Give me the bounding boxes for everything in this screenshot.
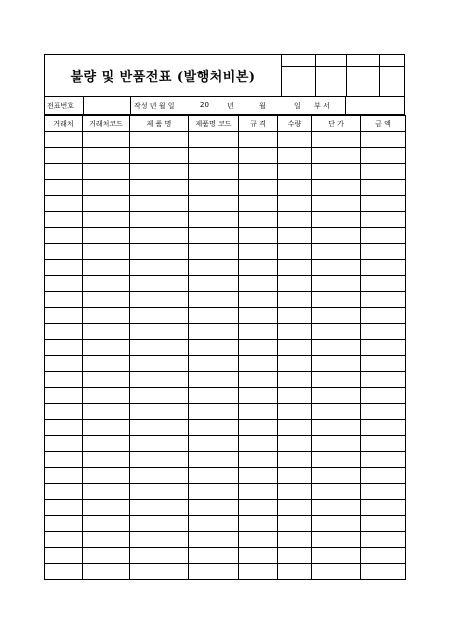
table-cell[interactable] — [189, 276, 239, 292]
table-cell[interactable] — [278, 500, 312, 516]
table-cell[interactable] — [239, 212, 278, 228]
table-cell[interactable] — [312, 212, 361, 228]
table-cell[interactable] — [361, 244, 406, 260]
table-row — [45, 148, 406, 164]
table-cell[interactable] — [361, 468, 406, 484]
col-header-spec: 규 격 — [239, 116, 278, 132]
table-cell[interactable] — [278, 436, 312, 452]
table-cell[interactable] — [278, 420, 312, 436]
table-cell[interactable] — [278, 324, 312, 340]
table-cell[interactable] — [361, 484, 406, 500]
table-cell[interactable] — [361, 228, 406, 244]
info-divider — [345, 97, 346, 114]
table-cell[interactable] — [278, 132, 312, 148]
table-cell[interactable] — [278, 484, 312, 500]
table-row — [45, 244, 406, 260]
table-cell[interactable] — [130, 388, 189, 404]
table-cell[interactable] — [189, 212, 239, 228]
table-cell[interactable] — [312, 132, 361, 148]
table-cell[interactable] — [189, 132, 239, 148]
table-cell[interactable] — [83, 228, 130, 244]
table-cell[interactable] — [361, 356, 406, 372]
table-cell[interactable] — [312, 356, 361, 372]
table-cell[interactable] — [312, 324, 361, 340]
table-cell[interactable] — [45, 340, 83, 356]
table-cell[interactable] — [189, 180, 239, 196]
table-cell[interactable] — [130, 164, 189, 180]
table-cell[interactable] — [83, 420, 130, 436]
table-cell[interactable] — [312, 436, 361, 452]
table-cell[interactable] — [45, 292, 83, 308]
table-cell[interactable] — [312, 244, 361, 260]
table-cell[interactable] — [312, 500, 361, 516]
table-cell[interactable] — [189, 340, 239, 356]
table-cell[interactable] — [239, 404, 278, 420]
table-cell[interactable] — [130, 276, 189, 292]
table-cell[interactable] — [312, 484, 361, 500]
table-cell[interactable] — [312, 532, 361, 548]
table-row — [45, 564, 406, 580]
table-cell[interactable] — [45, 436, 83, 452]
table-body — [45, 132, 406, 580]
table-cell[interactable] — [45, 468, 83, 484]
table-cell[interactable] — [130, 324, 189, 340]
table-cell[interactable] — [130, 148, 189, 164]
table-cell[interactable] — [239, 452, 278, 468]
table-cell[interactable] — [45, 212, 83, 228]
table-row — [45, 388, 406, 404]
info-divider — [83, 97, 84, 114]
day-label: 일 — [294, 102, 301, 110]
table-cell[interactable] — [130, 372, 189, 388]
table-cell[interactable] — [312, 292, 361, 308]
table-cell[interactable] — [239, 180, 278, 196]
table-cell[interactable] — [83, 308, 130, 324]
table-row — [45, 276, 406, 292]
table-row — [45, 372, 406, 388]
table-cell[interactable] — [189, 164, 239, 180]
table-cell[interactable] — [278, 468, 312, 484]
table-cell[interactable] — [239, 132, 278, 148]
table-cell[interactable] — [239, 532, 278, 548]
table-cell[interactable] — [130, 340, 189, 356]
approval-divider — [315, 55, 316, 96]
table-cell[interactable] — [189, 244, 239, 260]
table-cell[interactable] — [278, 212, 312, 228]
table-cell[interactable] — [189, 228, 239, 244]
table-cell[interactable] — [189, 548, 239, 564]
table-cell[interactable] — [45, 308, 83, 324]
table-cell[interactable] — [361, 532, 406, 548]
table-cell[interactable] — [278, 196, 312, 212]
voucher-no-label: 전표번호 — [47, 102, 75, 110]
table-cell[interactable] — [312, 148, 361, 164]
table-cell[interactable] — [83, 388, 130, 404]
table-cell[interactable] — [239, 260, 278, 276]
table-cell[interactable] — [45, 420, 83, 436]
approval-divider — [379, 55, 380, 96]
table-cell[interactable] — [361, 308, 406, 324]
table-cell[interactable] — [189, 356, 239, 372]
table-cell[interactable] — [83, 564, 130, 580]
table-cell[interactable] — [189, 468, 239, 484]
table-cell[interactable] — [361, 324, 406, 340]
table-cell[interactable] — [361, 516, 406, 532]
table-cell[interactable] — [239, 308, 278, 324]
table-cell[interactable] — [83, 516, 130, 532]
table-cell[interactable] — [83, 260, 130, 276]
table-cell[interactable] — [130, 548, 189, 564]
table-cell[interactable] — [239, 548, 278, 564]
table-cell[interactable] — [130, 564, 189, 580]
table-row — [45, 212, 406, 228]
table-cell[interactable] — [278, 532, 312, 548]
table-cell[interactable] — [361, 340, 406, 356]
table-cell[interactable] — [45, 148, 83, 164]
table-cell[interactable] — [312, 468, 361, 484]
table-cell[interactable] — [239, 244, 278, 260]
table-cell[interactable] — [130, 260, 189, 276]
table-cell[interactable] — [83, 132, 130, 148]
table-cell[interactable] — [361, 196, 406, 212]
table-row — [45, 308, 406, 324]
table-cell[interactable] — [361, 372, 406, 388]
table-cell[interactable] — [361, 404, 406, 420]
table-cell[interactable] — [278, 292, 312, 308]
table-cell[interactable] — [189, 292, 239, 308]
table-cell[interactable] — [361, 164, 406, 180]
table-cell[interactable] — [45, 548, 83, 564]
table-cell[interactable] — [312, 276, 361, 292]
table-cell[interactable] — [312, 564, 361, 580]
table-cell[interactable] — [83, 452, 130, 468]
col-header-amount: 금 액 — [361, 116, 406, 132]
table-cell[interactable] — [83, 356, 130, 372]
table-cell[interactable] — [45, 244, 83, 260]
table-cell[interactable] — [239, 372, 278, 388]
table-cell[interactable] — [130, 180, 189, 196]
table-cell[interactable] — [239, 276, 278, 292]
table-cell[interactable] — [239, 324, 278, 340]
table-row — [45, 340, 406, 356]
table-cell[interactable] — [239, 292, 278, 308]
approval-divider — [346, 55, 347, 96]
table-cell[interactable] — [45, 516, 83, 532]
table-cell[interactable] — [312, 420, 361, 436]
table-cell[interactable] — [189, 436, 239, 452]
approval-header-line — [282, 66, 405, 67]
table-cell[interactable] — [45, 164, 83, 180]
table-cell[interactable] — [45, 388, 83, 404]
table-cell[interactable] — [189, 308, 239, 324]
table-cell[interactable] — [312, 180, 361, 196]
table-cell[interactable] — [278, 340, 312, 356]
table-row — [45, 452, 406, 468]
col-header-customer-code: 거래처코드 — [83, 116, 130, 132]
table-cell[interactable] — [83, 180, 130, 196]
approval-box — [281, 55, 405, 96]
table-cell[interactable] — [361, 388, 406, 404]
table-cell[interactable] — [45, 564, 83, 580]
table-cell[interactable] — [239, 436, 278, 452]
table-row — [45, 532, 406, 548]
table-row — [45, 404, 406, 420]
table-cell[interactable] — [189, 260, 239, 276]
dept-label: 부 서 — [314, 102, 330, 110]
items-table — [44, 115, 406, 580]
table-cell[interactable] — [130, 212, 189, 228]
table-row — [45, 420, 406, 436]
table-cell[interactable] — [361, 276, 406, 292]
table-cell[interactable] — [239, 228, 278, 244]
col-header-quantity: 수량 — [278, 116, 312, 132]
table-cell[interactable] — [45, 452, 83, 468]
table-cell[interactable] — [312, 260, 361, 276]
table-cell[interactable] — [278, 516, 312, 532]
table-cell[interactable] — [45, 484, 83, 500]
table-cell[interactable] — [189, 324, 239, 340]
table-cell[interactable] — [278, 244, 312, 260]
table-cell[interactable] — [312, 548, 361, 564]
table-row — [45, 260, 406, 276]
table-cell[interactable] — [361, 260, 406, 276]
table-cell[interactable] — [83, 532, 130, 548]
table-cell[interactable] — [278, 372, 312, 388]
table-cell[interactable] — [312, 452, 361, 468]
table-cell[interactable] — [361, 132, 406, 148]
table-cell[interactable] — [239, 196, 278, 212]
table-cell[interactable] — [278, 308, 312, 324]
table-row — [45, 468, 406, 484]
table-cell[interactable] — [130, 292, 189, 308]
table-cell[interactable] — [83, 468, 130, 484]
table-cell[interactable] — [189, 516, 239, 532]
table-header-row — [45, 116, 406, 132]
table-cell[interactable] — [312, 516, 361, 532]
year-prefix: 20 — [200, 101, 209, 109]
table-cell[interactable] — [189, 404, 239, 420]
table-cell[interactable] — [130, 404, 189, 420]
table-cell[interactable] — [361, 180, 406, 196]
col-header-product-code: 제품명 코드 — [189, 116, 239, 132]
table-cell[interactable] — [130, 484, 189, 500]
table-cell[interactable] — [361, 292, 406, 308]
table-cell[interactable] — [189, 532, 239, 548]
table-cell[interactable] — [130, 196, 189, 212]
table-cell[interactable] — [278, 164, 312, 180]
table-cell[interactable] — [239, 356, 278, 372]
table-cell[interactable] — [83, 548, 130, 564]
table-row — [45, 228, 406, 244]
table-cell[interactable] — [45, 532, 83, 548]
table-cell[interactable] — [312, 228, 361, 244]
table-cell[interactable] — [83, 292, 130, 308]
table-cell[interactable] — [278, 388, 312, 404]
table-cell[interactable] — [239, 468, 278, 484]
table-row — [45, 196, 406, 212]
table-row — [45, 436, 406, 452]
col-header-product-name: 제 품 명 — [130, 116, 189, 132]
table-cell[interactable] — [130, 244, 189, 260]
table-cell[interactable] — [278, 148, 312, 164]
table-cell[interactable] — [83, 436, 130, 452]
table-row — [45, 500, 406, 516]
table-cell[interactable] — [361, 420, 406, 436]
table-cell[interactable] — [83, 372, 130, 388]
table-cell[interactable] — [130, 452, 189, 468]
table-cell[interactable] — [130, 228, 189, 244]
table-cell[interactable] — [83, 484, 130, 500]
table-cell[interactable] — [45, 356, 83, 372]
table-cell[interactable] — [239, 516, 278, 532]
table-cell[interactable] — [361, 500, 406, 516]
table-cell[interactable] — [189, 420, 239, 436]
table-cell[interactable] — [189, 388, 239, 404]
table-cell[interactable] — [312, 164, 361, 180]
table-cell[interactable] — [312, 404, 361, 420]
table-cell[interactable] — [361, 148, 406, 164]
table-cell[interactable] — [83, 196, 130, 212]
table-row — [45, 292, 406, 308]
table-cell[interactable] — [83, 404, 130, 420]
table-cell[interactable] — [312, 196, 361, 212]
table-cell[interactable] — [189, 148, 239, 164]
info-divider — [130, 97, 131, 114]
col-header-unit-price: 단 가 — [312, 116, 361, 132]
table-cell[interactable] — [130, 500, 189, 516]
table-cell[interactable] — [45, 196, 83, 212]
table-cell[interactable] — [130, 308, 189, 324]
table-cell[interactable] — [278, 180, 312, 196]
table-cell[interactable] — [45, 132, 83, 148]
table-cell[interactable] — [189, 372, 239, 388]
form-header — [44, 54, 405, 97]
table-row — [45, 484, 406, 500]
table-cell[interactable] — [361, 212, 406, 228]
table-cell[interactable] — [45, 404, 83, 420]
table-cell[interactable] — [130, 468, 189, 484]
table-cell[interactable] — [239, 484, 278, 500]
table-cell[interactable] — [130, 356, 189, 372]
table-cell[interactable] — [239, 340, 278, 356]
table-cell[interactable] — [361, 564, 406, 580]
table-row — [45, 324, 406, 340]
table-cell[interactable] — [361, 436, 406, 452]
table-cell[interactable] — [130, 420, 189, 436]
table-cell[interactable] — [312, 372, 361, 388]
col-header-customer: 거래처 — [45, 116, 83, 132]
year-label: 년 — [227, 102, 234, 110]
table-cell[interactable] — [239, 500, 278, 516]
table-cell[interactable] — [189, 196, 239, 212]
table-cell[interactable] — [83, 212, 130, 228]
table-cell[interactable] — [83, 164, 130, 180]
table-cell[interactable] — [361, 548, 406, 564]
table-cell[interactable] — [45, 372, 83, 388]
table-cell[interactable] — [239, 388, 278, 404]
table-cell[interactable] — [239, 164, 278, 180]
table-cell[interactable] — [83, 324, 130, 340]
table-row — [45, 164, 406, 180]
table-cell[interactable] — [189, 484, 239, 500]
table-cell[interactable] — [83, 276, 130, 292]
table-cell[interactable] — [278, 228, 312, 244]
table-cell[interactable] — [83, 340, 130, 356]
table-cell[interactable] — [278, 548, 312, 564]
table-cell[interactable] — [83, 500, 130, 516]
date-label: 작성 년 월 일 — [134, 102, 175, 110]
form-title: 불량 및 반품전표 (발행처비본) — [70, 70, 256, 85]
table-cell[interactable] — [83, 244, 130, 260]
table-cell[interactable] — [312, 308, 361, 324]
table-cell[interactable] — [130, 436, 189, 452]
table-cell[interactable] — [278, 404, 312, 420]
table-cell[interactable] — [45, 500, 83, 516]
table-cell[interactable] — [278, 564, 312, 580]
table-cell[interactable] — [45, 180, 83, 196]
table-cell[interactable] — [361, 452, 406, 468]
table-row — [45, 132, 406, 148]
table-cell[interactable] — [312, 340, 361, 356]
table-cell[interactable] — [239, 420, 278, 436]
table-cell[interactable] — [45, 324, 83, 340]
table-cell[interactable] — [278, 260, 312, 276]
table-cell[interactable] — [45, 228, 83, 244]
voucher-form — [44, 54, 405, 580]
table-row — [45, 356, 406, 372]
table-row — [45, 516, 406, 532]
table-cell[interactable] — [189, 564, 239, 580]
table-cell[interactable] — [278, 276, 312, 292]
table-cell[interactable] — [130, 516, 189, 532]
table-cell[interactable] — [45, 260, 83, 276]
table-cell[interactable] — [278, 452, 312, 468]
table-cell[interactable] — [130, 532, 189, 548]
table-row — [45, 548, 406, 564]
table-cell[interactable] — [312, 388, 361, 404]
month-label: 월 — [259, 102, 266, 110]
table-cell[interactable] — [239, 148, 278, 164]
table-cell[interactable] — [83, 148, 130, 164]
table-row — [45, 180, 406, 196]
table-cell[interactable] — [45, 276, 83, 292]
table-cell[interactable] — [239, 564, 278, 580]
table-cell[interactable] — [189, 500, 239, 516]
table-cell[interactable] — [130, 132, 189, 148]
table-cell[interactable] — [189, 452, 239, 468]
info-row — [44, 97, 405, 115]
table-cell[interactable] — [278, 356, 312, 372]
